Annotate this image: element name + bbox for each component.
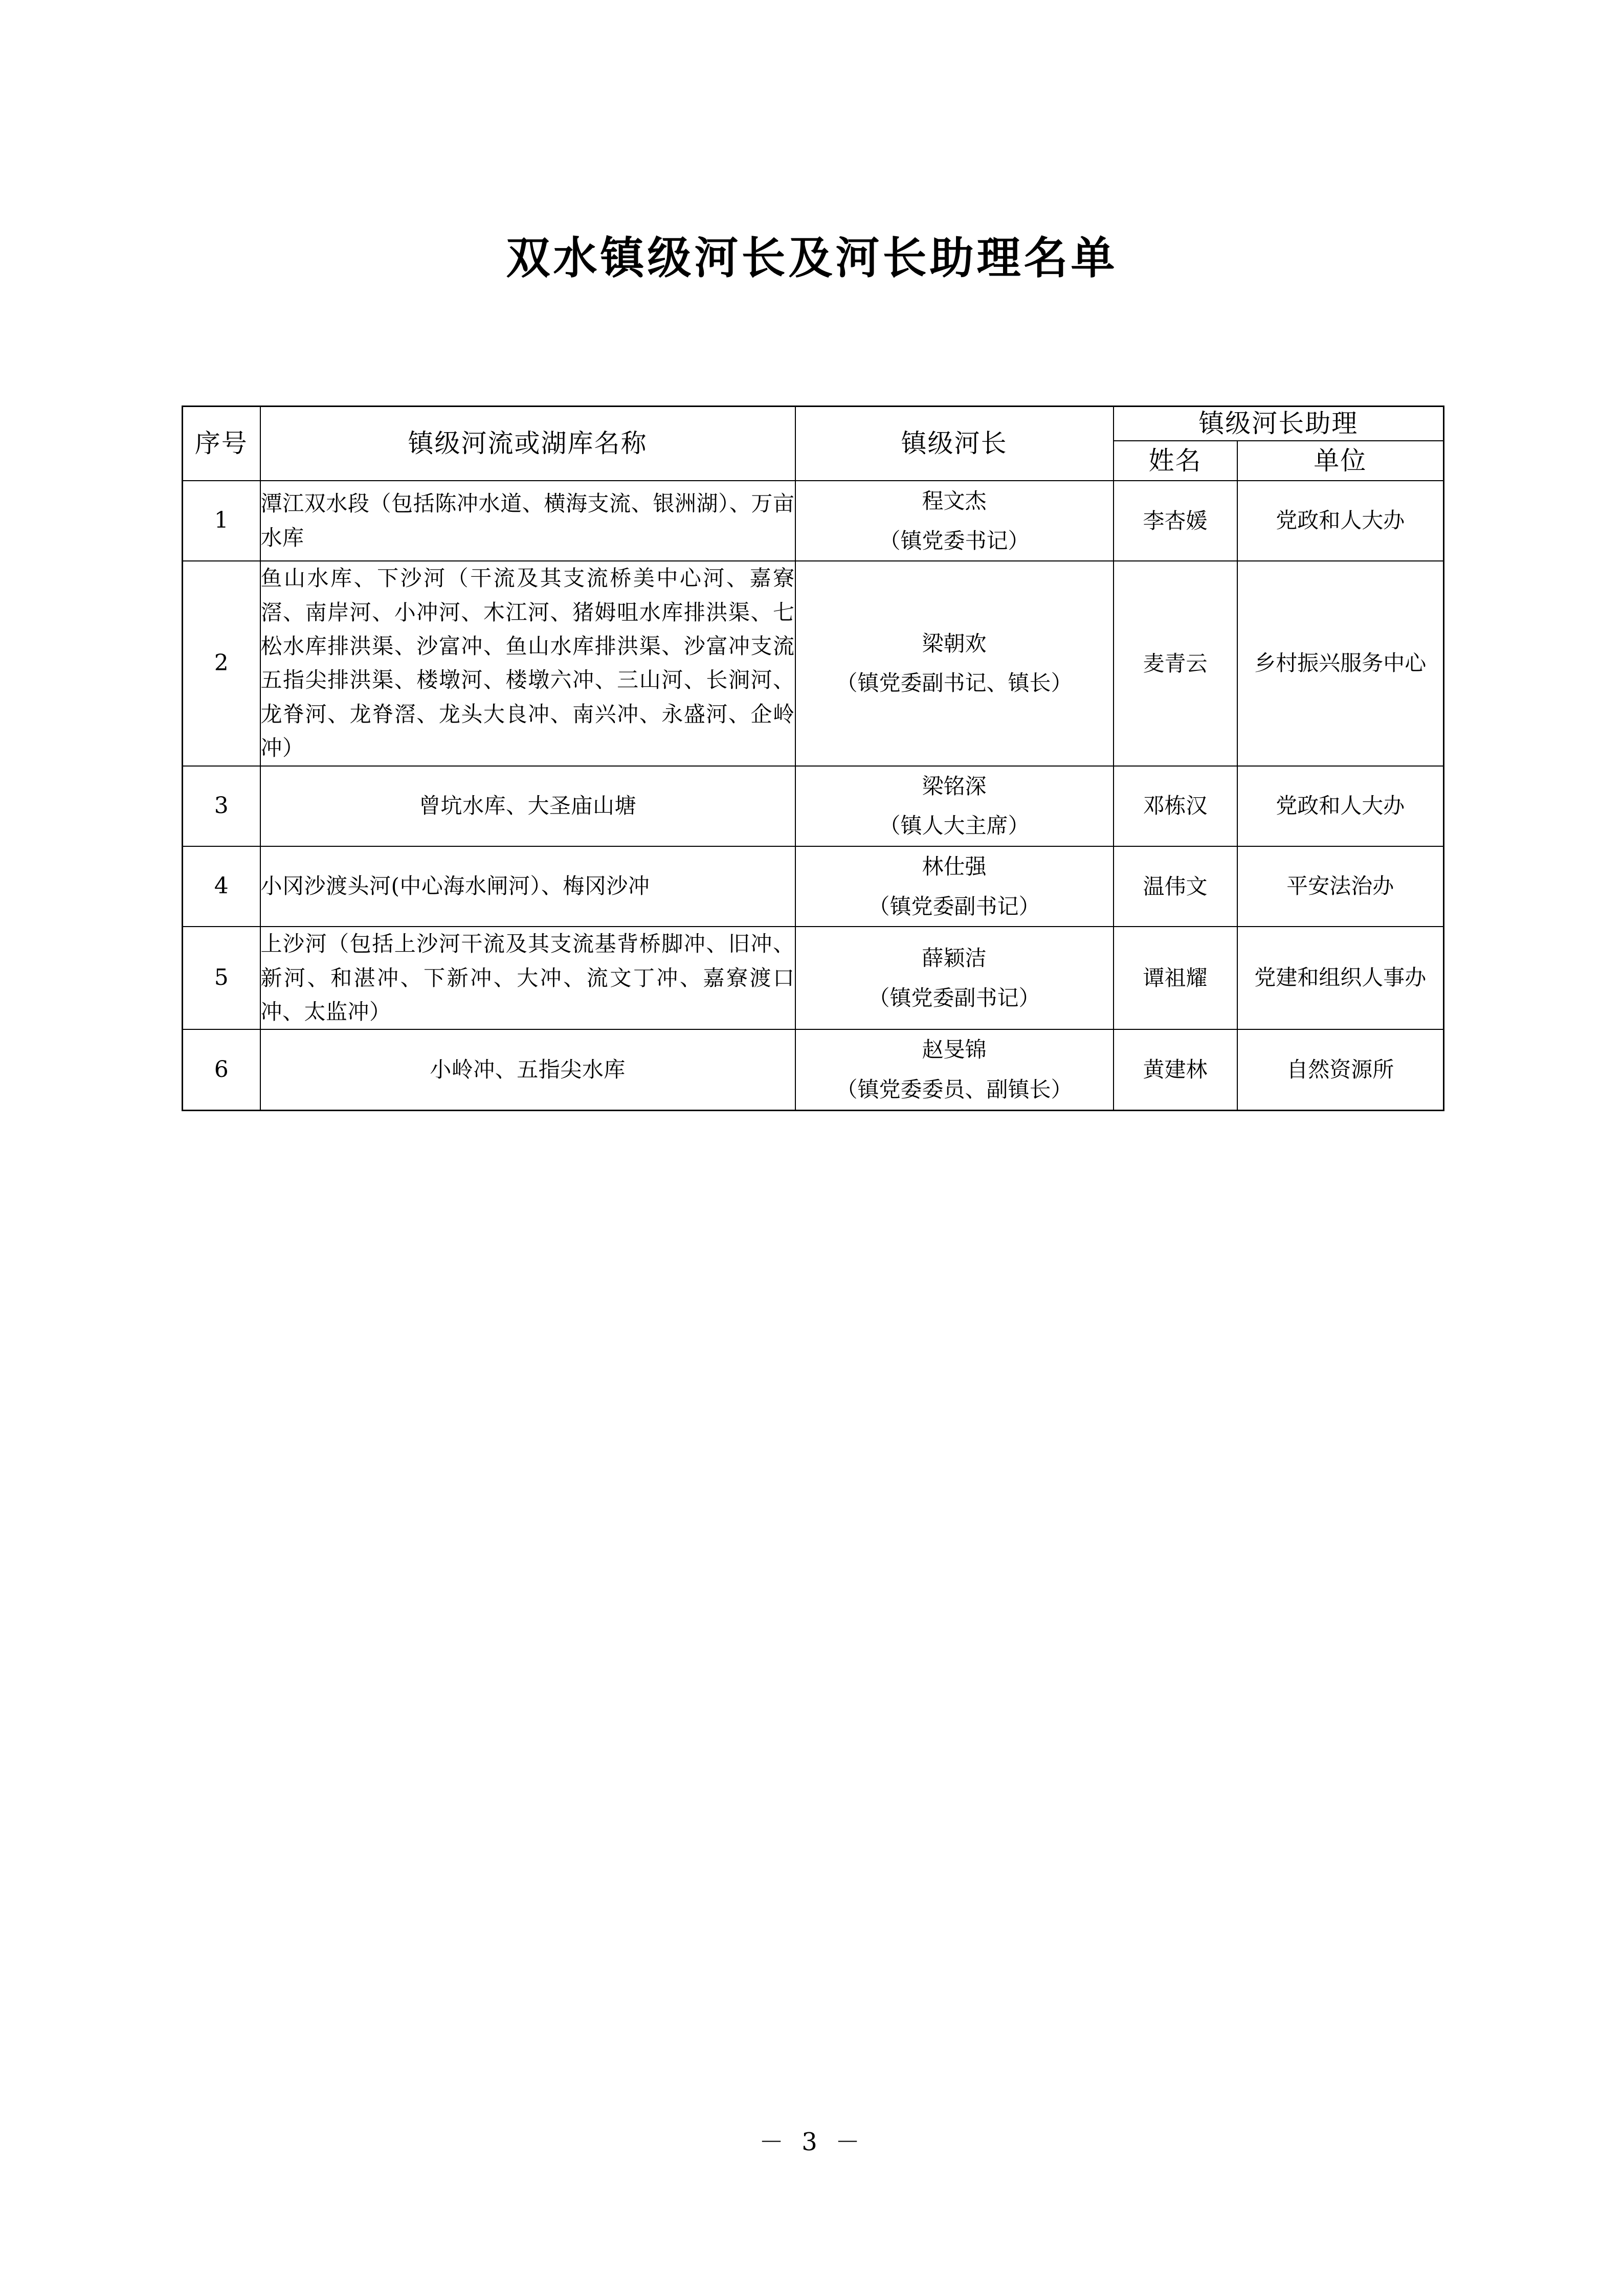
cell-assistant-unit: 党建和组织人事办 bbox=[1237, 927, 1444, 1029]
chief-name: 赵旻锦 bbox=[922, 1037, 987, 1063]
cell-river-name: 潭江双水段（包括陈冲水道、横海支流、银洲湖）、万亩水库 bbox=[260, 481, 795, 561]
cell-assistant-unit: 党政和人大办 bbox=[1237, 481, 1444, 561]
cell-seq: 5 bbox=[183, 927, 260, 1029]
cell-seq: 6 bbox=[183, 1029, 260, 1110]
chief-name: 林仕强 bbox=[922, 853, 987, 879]
cell-assistant-name: 黄建林 bbox=[1114, 1029, 1237, 1110]
cell-assistant-unit: 平安法治办 bbox=[1237, 846, 1444, 927]
cell-assistant-name: 麦青云 bbox=[1114, 561, 1237, 766]
cell-river-chief bbox=[795, 846, 1114, 927]
chief-role: （镇党委书记） bbox=[879, 528, 1030, 553]
page-number-footer: － 3 － bbox=[759, 2128, 865, 2156]
column-header-assistant-group: 镇级河长助理 bbox=[1114, 407, 1444, 441]
chief-role: （镇党委委员、副镇长） bbox=[836, 1077, 1073, 1102]
column-header-assistant-name: 姓名 bbox=[1114, 441, 1237, 481]
column-header-seq: 序号 bbox=[183, 407, 260, 481]
chief-role: （镇党委副书记） bbox=[868, 985, 1040, 1010]
cell-river-chief bbox=[795, 481, 1114, 561]
cell-seq: 2 bbox=[183, 561, 260, 766]
table-row bbox=[183, 846, 1444, 927]
table-header-row-1 bbox=[183, 407, 1444, 441]
page-title: 双水镇级河长及河长助理名单 bbox=[506, 232, 1118, 284]
cell-river-name: 小冈沙渡头河(中心海水闸河）、梅冈沙冲 bbox=[260, 846, 795, 927]
table-row bbox=[183, 561, 1444, 766]
river-chief-roster-table bbox=[182, 406, 1444, 1111]
chief-name: 薛颖洁 bbox=[922, 946, 987, 971]
cell-river-chief bbox=[795, 561, 1114, 766]
cell-seq: 4 bbox=[183, 846, 260, 927]
cell-river-name: 小岭冲、五指尖水库 bbox=[260, 1029, 795, 1110]
cell-assistant-name: 邓栋汉 bbox=[1114, 766, 1237, 846]
chief-role: （镇人大主席） bbox=[879, 813, 1030, 839]
table-header bbox=[183, 407, 1444, 481]
roster-table-wrapper bbox=[182, 406, 1443, 1111]
chief-role: （镇党委副书记、镇长） bbox=[836, 670, 1073, 696]
cell-seq: 3 bbox=[183, 766, 260, 846]
cell-assistant-unit: 党政和人大办 bbox=[1237, 766, 1444, 846]
table-row bbox=[183, 766, 1444, 846]
cell-assistant-name: 谭祖耀 bbox=[1114, 927, 1237, 1029]
table-body bbox=[183, 481, 1444, 1110]
table-row bbox=[183, 1029, 1444, 1110]
chief-role: （镇党委副书记） bbox=[868, 893, 1040, 919]
cell-river-chief bbox=[795, 766, 1114, 846]
column-header-river-chief: 镇级河长 bbox=[795, 407, 1114, 481]
cell-river-name: 曾坑水库、大圣庙山塘 bbox=[260, 766, 795, 846]
table-row bbox=[183, 481, 1444, 561]
cell-river-chief bbox=[795, 1029, 1114, 1110]
cell-river-chief bbox=[795, 927, 1114, 1029]
cell-river-name: 上沙河（包括上沙河干流及其支流基背桥脚冲、旧冲、新河、和湛冲、下新冲、大冲、流文丁冲、嘉寮渡口冲、太监冲） bbox=[260, 927, 795, 1029]
cell-seq: 1 bbox=[183, 481, 260, 561]
cell-assistant-name: 温伟文 bbox=[1114, 846, 1237, 927]
chief-name: 梁铭深 bbox=[922, 773, 987, 799]
cell-river-name: 鱼山水库、下沙河（干流及其支流桥美中心河、嘉寮滘、南岸河、小冲河、木江河、猪姆咀水库排洪渠、七松水库排洪渠、沙富冲、鱼山水库排洪渠、沙富冲支流五指尖排洪渠、楼墩河、楼墩六冲、三山河、长涧河、龙脊河、龙脊滘、龙头大良冲、南兴冲、永盛河、企岭冲） bbox=[260, 561, 795, 766]
cell-assistant-unit: 自然资源所 bbox=[1237, 1029, 1444, 1110]
chief-name: 程文杰 bbox=[922, 488, 987, 513]
column-header-river-name: 镇级河流或湖库名称 bbox=[260, 407, 795, 481]
cell-assistant-name: 李杏媛 bbox=[1114, 481, 1237, 561]
column-header-assistant-unit: 单位 bbox=[1237, 441, 1444, 481]
table-row bbox=[183, 927, 1444, 1029]
cell-assistant-unit: 乡村振兴服务中心 bbox=[1237, 561, 1444, 766]
chief-name: 梁朝欢 bbox=[922, 631, 987, 656]
